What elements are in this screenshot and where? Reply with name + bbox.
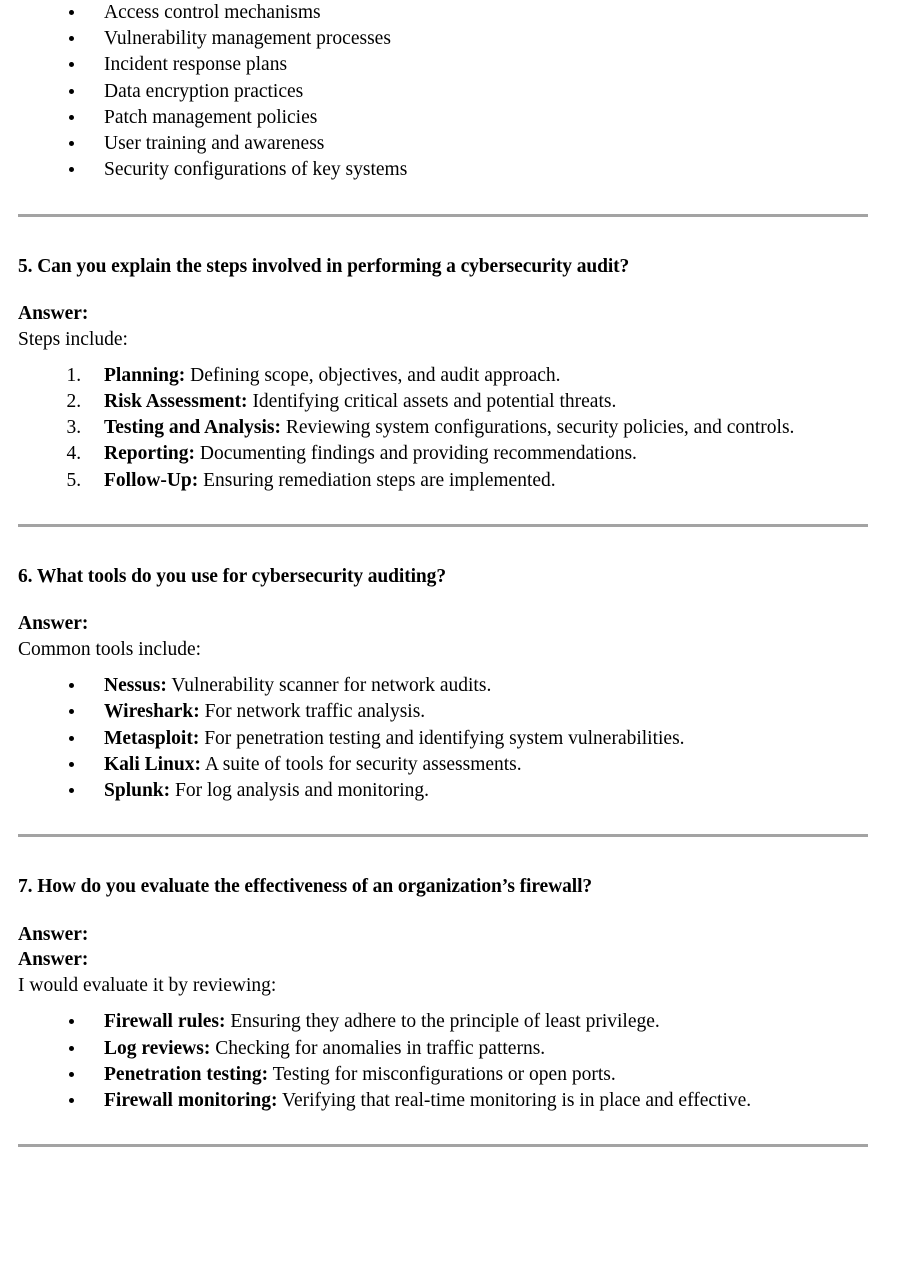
list-item-text: For network traffic analysis. xyxy=(204,701,426,723)
list-item-text: For penetration testing and identifying system vulnerabilities. xyxy=(204,727,685,749)
list-item xyxy=(86,105,905,131)
question-heading-7: 7. How do you evaluate the effectiveness of an organization’s firewall? xyxy=(18,876,593,898)
list-item xyxy=(86,1062,905,1088)
list-item-text: Security configurations of key systems xyxy=(104,159,408,181)
answer-label-7: Answer: xyxy=(18,923,89,945)
list-item xyxy=(86,79,905,105)
list-item-lead: Wireshark: xyxy=(104,701,200,723)
list-item-text: Ensuring remediation steps are implemented. xyxy=(203,469,556,491)
list-item-text: Checking for anomalies in traffic patterns. xyxy=(215,1037,546,1059)
question-heading-6: 6. What tools do you use for cybersecurity auditing? xyxy=(18,565,446,587)
list-item-lead: Splunk: xyxy=(104,779,171,801)
list-item-text: Reviewing system configurations, security policies, and controls. xyxy=(285,417,795,439)
answer-label-7-duplicate: Answer: xyxy=(18,949,89,971)
list-item xyxy=(86,441,905,467)
list-item-lead: Reporting: xyxy=(104,443,195,465)
list-item-lead: Kali Linux: xyxy=(104,753,201,775)
answer-firewall-list-7 xyxy=(18,1009,905,1114)
list-item xyxy=(86,778,905,804)
list-item-text: Vulnerability scanner for network audits. xyxy=(171,675,492,697)
list-item-text: Patch management policies xyxy=(104,106,318,128)
list-item-text: Ensuring they adhere to the principle of least privilege. xyxy=(230,1011,660,1033)
list-item-lead: Metasploit: xyxy=(104,727,200,749)
list-item xyxy=(86,673,905,699)
question-heading-5: 5. Can you explain the steps involved in performing a cybersecurity audit? xyxy=(18,255,630,277)
list-item xyxy=(86,1009,905,1035)
list-item xyxy=(86,26,905,52)
list-item-lead: Nessus: xyxy=(104,675,167,697)
answer-tools-list-6 xyxy=(18,673,905,804)
list-item xyxy=(86,131,905,157)
list-item-lead: Planning: xyxy=(104,364,186,386)
answer-lead-in-5: Steps include: xyxy=(18,328,128,350)
list-item-text: Data encryption practices xyxy=(104,80,304,102)
list-item-text: For log analysis and monitoring. xyxy=(175,779,430,801)
intro-bullet-list xyxy=(18,0,905,184)
list-item-lead: Risk Assessment: xyxy=(104,390,248,412)
list-item-text: Identifying critical assets and potential threats. xyxy=(252,390,617,412)
list-item xyxy=(86,0,905,26)
list-item xyxy=(86,363,905,389)
answer-lead-in-7: I would evaluate it by reviewing: xyxy=(18,975,277,997)
list-item xyxy=(86,699,905,725)
list-item xyxy=(86,468,905,494)
list-item-text: User training and awareness xyxy=(104,133,325,155)
answer-label-6: Answer: xyxy=(18,613,89,635)
list-item xyxy=(86,1036,905,1062)
list-item-lead: Firewall rules: xyxy=(104,1011,226,1033)
list-item-lead: Penetration testing: xyxy=(104,1063,269,1085)
list-item-lead: Log reviews: xyxy=(104,1037,211,1059)
answer-lead-in-6: Common tools include: xyxy=(18,639,202,661)
list-item-text: Incident response plans xyxy=(104,54,288,76)
answer-label-5: Answer: xyxy=(18,302,89,324)
list-item xyxy=(86,52,905,78)
list-item-text: Testing for misconfigurations or open ports. xyxy=(272,1063,616,1085)
list-item-lead: Firewall monitoring: xyxy=(104,1089,278,1111)
list-item-text: Documenting findings and providing recommendations. xyxy=(199,443,637,465)
list-item-text: Defining scope, objectives, and audit approach. xyxy=(190,364,561,386)
list-item xyxy=(86,752,905,778)
list-item xyxy=(86,157,905,183)
list-item xyxy=(86,415,905,441)
list-item-text: Verifying that real-time monitoring is in place and effective. xyxy=(282,1089,752,1111)
list-item xyxy=(86,1088,905,1114)
section-divider-bottom xyxy=(18,1144,868,1147)
list-item-text: A suite of tools for security assessments. xyxy=(204,753,522,775)
answer-steps-list-5 xyxy=(18,363,905,494)
list-item-text: Vulnerability management processes xyxy=(104,28,391,50)
list-item xyxy=(86,726,905,752)
list-item-lead: Follow-Up: xyxy=(104,469,199,491)
list-item xyxy=(86,389,905,415)
list-item-text: Access control mechanisms xyxy=(104,2,321,23)
list-item-lead: Testing and Analysis: xyxy=(104,417,282,439)
